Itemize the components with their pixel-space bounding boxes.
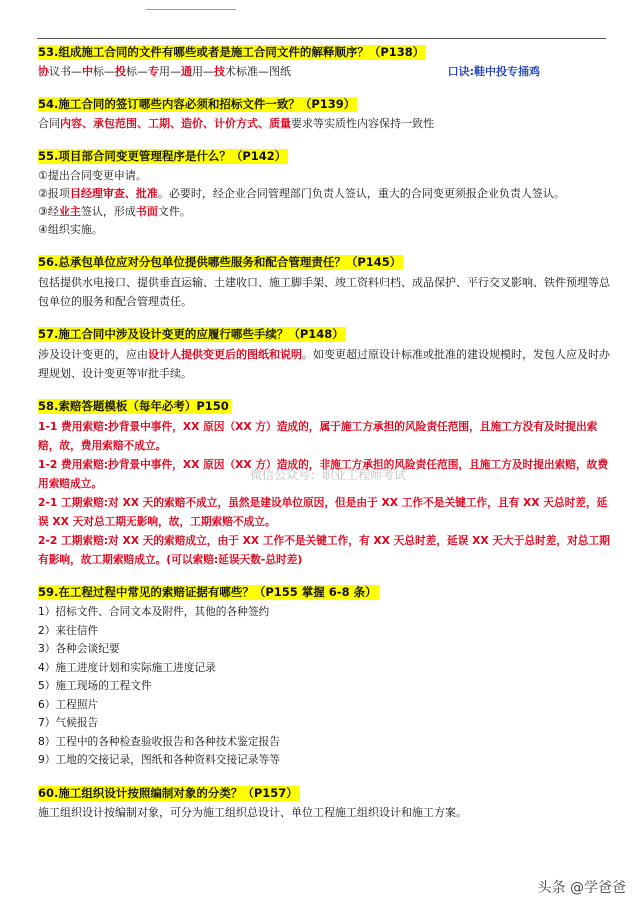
claim-template-1-2: 1-2 费用索赔:抄背景中事件，XX 原因（XX 方）造成的，非施工方承担的风险责任范围，且施工方及时提出索赔，故费用索赔成立。 <box>38 458 609 490</box>
question-56-heading: 56.总承包单位应对分包单位提供哪些服务和配合管理责任？（P145） <box>38 255 402 269</box>
answer-text: 。如变更超过原设计标准或批准的建设规模时，发包人应及时办理规划、设计变更等审批手续。 <box>38 348 610 380</box>
evidence-item: 8）工程中的各种检查验收报告和各种技术鉴定报告 <box>38 734 280 748</box>
answer-54 <box>38 115 610 133</box>
answer-text: 合同 <box>38 117 60 130</box>
answer-emphasis: 内容、承包范围、工期、造价、计价方式、质量 <box>60 117 291 130</box>
header-rule <box>37 38 606 39</box>
question-60-heading: 60.施工组织设计按照编制对象的分类？（P157） <box>38 785 298 800</box>
section-57 <box>38 323 610 383</box>
step-text: 。必要时，经企业合同管理部门负责人签认，重大的合同变更须报企业负责人签认。 <box>157 187 565 200</box>
section-60 <box>38 782 610 822</box>
section-55 <box>38 145 610 239</box>
section-56 <box>38 251 610 311</box>
step-3 <box>38 203 610 221</box>
step-text: 签认，形成 <box>80 205 136 218</box>
claim-template-2-1: 2-1 工期索赔:对 XX 天的索赔不成立，虽然是建设单位原因，但是由于 XX 工作不是关键工作，且有 XX 天总时差，延误 XX 天对总工期无影响，故，工期索赔不成立。 <box>38 496 608 528</box>
evidence-item: 2）来往信件 <box>38 623 99 637</box>
evidence-item: 1）招标文件、合同文本及附件，其他的各种签约 <box>38 605 270 618</box>
mnemonic-motto: 口诀:鞋中投专捅鸡 <box>447 65 540 78</box>
order-part: 通 <box>181 65 192 78</box>
question-58-heading: 58.索赔答题模板（每年必考）P150 <box>38 399 229 413</box>
order-part: 标— <box>93 65 115 78</box>
step-emphasis: 书面 <box>135 205 158 218</box>
step-emphasis: 业主 <box>58 205 81 218</box>
document-body <box>38 41 610 834</box>
contract-order-sequence <box>38 63 291 81</box>
step-text: ④组织实施。 <box>38 223 103 236</box>
step-4 <box>38 221 610 239</box>
header-rule-short <box>146 9 236 10</box>
question-55-heading: 55.项目部合同变更管理程序是什么？（P142） <box>38 149 287 163</box>
section-53 <box>38 41 610 81</box>
order-part: 专 <box>148 65 159 78</box>
step-emphasis: 目经理审查、批准 <box>69 187 158 200</box>
evidence-item: 3）各种会谈纪要 <box>38 642 120 655</box>
answer-56: 包括提供水电接口、提供垂直运输、土建收口、施工脚手架、竣工资料归档、成品保护、平行交叉影响、铁件预埋等总包单位的服务和配合管理责任。 <box>38 276 610 308</box>
source-attribution: 头条 @学爸爸 <box>537 880 626 896</box>
section-59 <box>38 581 610 770</box>
claim-template-2-2: 2-2 工期索赔:对 XX 天的索赔成立，由于 XX 工作不是关键工作，有 XX 天总时差，延误 XX 天大于总时差，对总工期有影响，故工期索赔成立。(可以索赔:延误天数-总时差) <box>38 534 610 566</box>
evidence-item: 4）施工进度计划和实际施工进度记录 <box>38 660 216 674</box>
order-part: 投 <box>115 65 126 78</box>
evidence-item: 7）气候报告 <box>38 716 99 729</box>
answer-57 <box>38 345 610 383</box>
order-part: 议书— <box>49 65 82 78</box>
order-part: 中 <box>82 65 93 78</box>
order-part: 标— <box>126 65 148 78</box>
step-text: ①提出合同变更申请。 <box>38 169 147 182</box>
question-57-heading: 57.施工合同中涉及设计变更的应履行哪些手续？（P148） <box>38 327 344 341</box>
order-part: 术标准—图纸 <box>225 65 291 78</box>
step-1 <box>38 167 610 185</box>
step-text: 文件。 <box>157 205 191 218</box>
order-part: 技 <box>214 65 225 78</box>
question-59-heading: 59.在工程过程中常见的索赔证据有哪些？（P155 掌握 6-8 条） <box>38 585 377 599</box>
order-part: 协 <box>38 65 49 78</box>
step-text: ③经 <box>38 205 59 218</box>
answer-60: 施工组织设计按编制对象，可分为施工组织总设计、单位工程施工组织设计和施工方案。 <box>38 805 467 819</box>
question-53-heading: 53.组成施工合同的文件有哪些或者是施工合同文件的解释顺序？（P138） <box>38 45 425 59</box>
order-part: 用— <box>192 65 214 78</box>
answer-text: 涉及设计变更的，应由 <box>38 348 148 361</box>
step-2 <box>38 185 610 203</box>
evidence-item: 5）施工现场的工程文件 <box>38 679 152 692</box>
question-54-heading: 54.施工合同的签订哪些内容必须和招标文件一致？（P139） <box>38 97 356 111</box>
claim-template-1-1: 1-1 费用索赔:抄背景中事件，XX 原因（XX 方）造成的，属于施工方承担的风险责任范围，且施工方没有及时提出索赔，故，费用索赔不成立。 <box>38 420 598 452</box>
evidence-item: 6）工程照片 <box>38 697 99 711</box>
watermark: 微信公众号：职业工程师考试 <box>250 468 407 482</box>
answer-emphasis: 设计人提供变更后的图纸和说明 <box>148 348 302 361</box>
section-54 <box>38 93 610 133</box>
evidence-item: 9）工地的交接记录，图纸和各种资料交接记录等等 <box>38 753 280 766</box>
answer-53 <box>38 63 610 81</box>
answer-text: 要求等实质性内容保持一致性 <box>291 117 434 130</box>
step-text: ②报项 <box>38 187 70 200</box>
order-part: 用— <box>159 65 181 78</box>
